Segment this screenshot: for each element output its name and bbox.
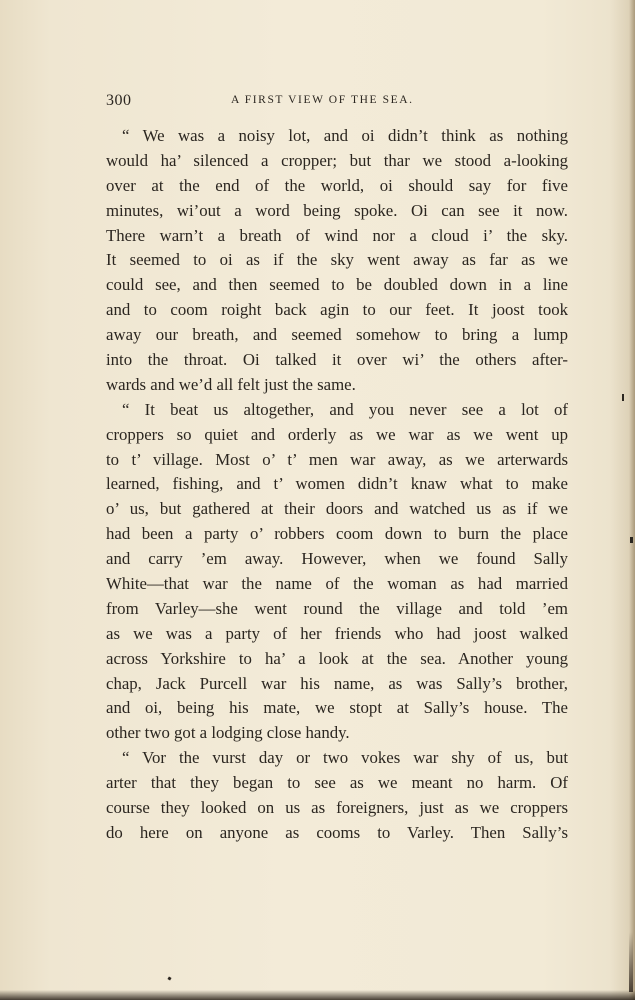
text-line: into the throat. Oi talked it over wi’ the others after- — [106, 350, 568, 370]
ink-speck — [167, 976, 171, 980]
page-number: 300 — [106, 92, 132, 109]
text-line: would ha’ silenced a cropper; but thar we stood a-looking — [106, 150, 568, 170]
text-line: o’ us, but gathered at their doors and watched us as if we — [106, 499, 568, 519]
page-header — [106, 92, 446, 114]
text-line: from Varley—she went round the village and told ’em — [106, 598, 568, 618]
text-line: as we was a party of her friends who had joost walked — [106, 623, 568, 643]
text-line: It seemed to oi as if the sky went away as far as we — [106, 250, 568, 270]
text-line: minutes, wi’out a word being spoke. Oi can see it now. — [106, 200, 568, 220]
ink-speck — [622, 394, 624, 401]
text-line: croppers so quiet and orderly as we war as we went up — [106, 424, 568, 444]
running-head: A FIRST VIEW OF THE SEA. — [231, 94, 414, 106]
text-line: to t’ village. Most o’ t’ men war away, as we arterwards — [106, 449, 568, 469]
text-line: and carry ’em away. However, when we found Sally — [106, 549, 568, 569]
ink-speck — [630, 537, 633, 543]
text-line: course they looked on us as foreigners, just as we croppers — [106, 798, 568, 818]
text-line: There warn’t a breath of wind nor a cloud i’ the sky. — [106, 225, 568, 245]
text-line: arter that they began to see as we meant no harm. Of — [106, 773, 568, 793]
page-corner-fold — [629, 932, 633, 992]
text-line: across Yorkshire to ha’ a look at the sea. Another young — [106, 648, 568, 668]
text-line: “ Vor the vurst day or two vokes war shy of us, but — [122, 748, 568, 768]
text-line: over at the end of the world, oi should say for five — [106, 175, 568, 195]
text-line: do here on anyone as cooms to Varley. Then Sally’s — [106, 822, 568, 842]
text-line: “ We was a noisy lot, and oi didn’t think as nothing — [122, 126, 568, 145]
text-line: and to coom roight back agin to our feet. It joost took — [106, 300, 568, 320]
text-line: wards and we’d all felt just the same. — [106, 374, 356, 394]
text-line: “ It beat us altogether, and you never see a lot of — [122, 399, 568, 419]
page-edge-shadow — [629, 0, 635, 1000]
text-line: and oi, being his mate, we stopt at Sally’s house. The — [106, 698, 568, 718]
body-text — [106, 124, 568, 846]
text-line: learned, fishing, and t’ women didn’t knaw what to make — [106, 474, 568, 494]
text-line: White—that war the name of the woman as had married — [106, 574, 568, 594]
text-line: had been a party o’ robbers coom down to burn the place — [106, 524, 568, 544]
text-line: could see, and then seemed to be doubled down in a line — [106, 275, 568, 295]
text-line: away our breath, and seemed somehow to bring a lump — [106, 325, 568, 345]
text-line: other two got a lodging close handy. — [106, 723, 350, 743]
text-line: chap, Jack Purcell war his name, as was Sally’s brother, — [106, 673, 568, 693]
